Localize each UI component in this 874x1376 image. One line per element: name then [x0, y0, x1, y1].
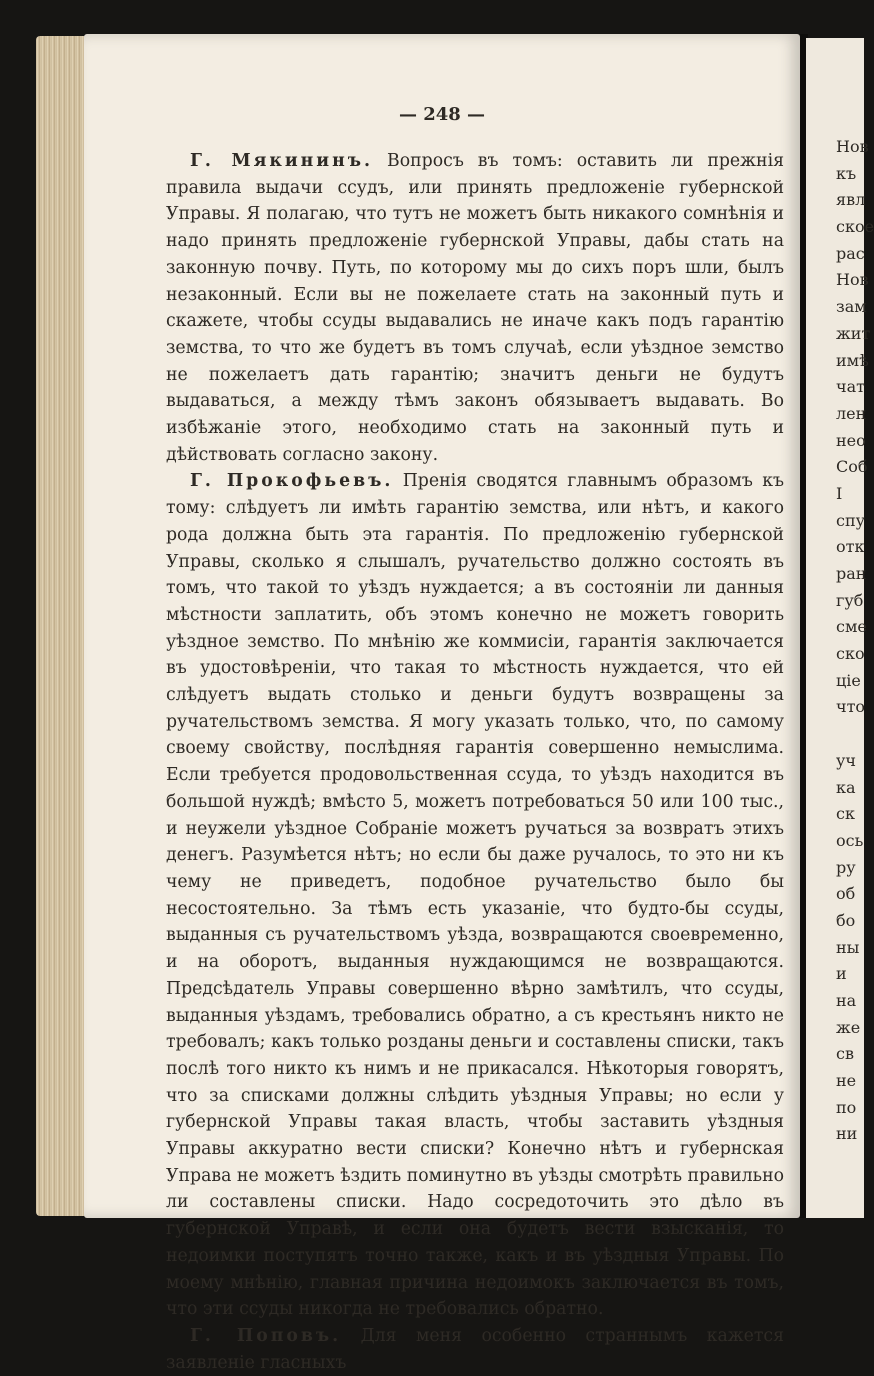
next-page-fragment: явл — [836, 190, 866, 210]
next-page-fragment: къ — [836, 163, 857, 183]
next-page-fragment: чат — [836, 377, 865, 397]
page-number: — 248 — — [398, 104, 486, 125]
next-page-fragment: ни — [836, 1124, 858, 1144]
next-page-fragment: ру — [836, 857, 856, 877]
paragraph-text: Пренія сводятся главнымъ образомъ къ тому: слѣдуетъ ли имѣть гарантію земства, или нѣтъ, и какого рода должна быть эта гарантія. По предложенію губернской Управы, сколько я слышалъ, ручательство должно состоять въ томъ, что такой то уѣздъ нуждается; а въ состояніи ли данныя мѣстности заплатить, объ этомъ конечно не можетъ говорить уѣздное земство. По мнѣнію же коммисіи, гарантія заключается въ удостовѣреніи, что такая то мѣстность нуждается, что ей слѣдуетъ выдать столько и деньги будутъ возвращены за ручательствомъ земства. Я могу указать только, что, по самому своему свойству, послѣдняя гарантія совершенно немыслима. Если требуется продовольственная ссуда, то уѣздъ находится въ большой нуждѣ; вмѣсто 5, можетъ потребоваться 50 или 100 тыс., и неужели уѣздное Собраніе можетъ ручаться за возвратъ этихъ денегъ. Разумѣется нѣтъ; но если бы даже ручалось, то это ни къ чему не приведетъ, подобное ручательство было бы несостоятельно. За тѣмъ есть указаніе, что будто-бы ссуды, выданныя съ ручательствомъ уѣзда, возвращаются своевременно, и на оборотъ, выданныя нуждающимся не возвращаются. Предсѣдатель Управы совершенно вѣрно замѣтилъ, что ссуды, выданныя уѣздамъ, требовались обратно, а съ крестьянъ никто не требовалъ; какъ только розданы деньги и составлены списки, такъ послѣ того никто къ нимъ и не прикасался. Нѣкоторыя говорятъ, что за списками должны слѣдить уѣздныя Управы; но если у губернской Управы такая власть, чтобы заставить уѣздныя Управы аккуратно вести списки? Конечно нѣтъ и губернская Управа не можетъ ѣздить поминутно въ уѣзды смотрѣть правильно ли составлены списки. Надо сосредоточить это дѣло въ губернской Управѣ, и если она будетъ вести взысканія, то недоимки поступятъ точно также, какъ и въ уѣздныя Управы. По моему мнѣнію, главная причина недоимокъ заключается въ томъ, что эти ссуды никогда не требовались обратно. — [166, 471, 784, 1320]
next-page-fragment: по — [836, 1097, 857, 1117]
next-page-fragment: и — [836, 964, 847, 984]
next-page-fragments — [836, 134, 874, 1148]
next-page-fragment: ран — [836, 564, 867, 583]
next-page-fragment: св — [836, 1044, 854, 1064]
next-page-fragment: имѣ — [836, 350, 869, 370]
next-page-fragment: ско — [836, 644, 865, 664]
next-page-fragment: рас — [836, 243, 865, 263]
next-page-fragment: Соб — [836, 457, 868, 477]
next-page-fragment: ціе — [836, 670, 861, 690]
next-page-fragment: лен — [836, 403, 867, 423]
paragraph — [166, 1323, 784, 1376]
paragraph-text: Для меня особенно страннымъ кажется заявленіе гласныхъ — [166, 1325, 785, 1373]
next-page-fragment: ось — [836, 830, 864, 850]
next-page-fragment: на — [836, 991, 857, 1010]
next-page-fragment: сме — [836, 617, 867, 637]
paragraph — [166, 468, 784, 1323]
paragraph — [166, 148, 784, 468]
next-page-fragment: Нов — [836, 137, 869, 156]
next-page-fragment: об — [836, 884, 856, 904]
next-page-fragment: губ — [836, 590, 864, 610]
next-page-fragment: отк — [836, 537, 865, 557]
next-page-fragment: что — [836, 697, 866, 717]
speaker-name: Г. Прокофьевъ. — [190, 471, 394, 492]
next-page-fragment: спу — [836, 510, 866, 530]
next-page-fragment: жит — [836, 323, 871, 343]
paragraph-text: Вопросъ въ томъ: оставить ли прежнія правила выдачи ссудъ, или принять предложеніе губернской Управы. Я полагаю, что тутъ не можетъ быть никакого сомнѣнія и надо принять предложеніе губернской Управы, дабы стать на законную почву. Путь, по которому мы до сихъ поръ шли, былъ незаконный. Если вы не пожелаете стать на законный путь и скажете, чтобы ссуды выдавались не иначе какъ подъ гарантію земства, то что же будетъ въ томъ случаѣ, если уѣздное земство не пожелаетъ дать гарантію; значитъ деньги не будутъ выдаваться, а между тѣмъ законъ обязываетъ выдавать. Во избѣжаніе этого, необходимо стать на законный путь и дѣйствовать согласно закону. — [166, 151, 784, 465]
next-page-fragment: ское — [836, 217, 874, 237]
speaker-name: Г. Поповъ. — [190, 1325, 342, 1346]
speaker-name: Г. Мякининъ. — [190, 151, 374, 171]
next-page-fragment: ка — [836, 777, 856, 797]
next-page-fragment — [836, 721, 874, 748]
next-page-fragment: зам — [836, 297, 867, 317]
next-page-fragment: ны — [836, 937, 860, 957]
next-page-fragment: I — [836, 483, 843, 503]
next-page-fragment: не — [836, 1071, 857, 1091]
next-page-edge — [806, 38, 874, 1218]
book-page — [84, 34, 800, 1373]
next-page-fragment: ск — [836, 804, 855, 824]
next-page-fragment: же — [836, 1017, 861, 1037]
page-body — [166, 148, 784, 1376]
next-page-fragment: Нов — [836, 270, 869, 290]
next-page-fragment: бо — [836, 910, 856, 930]
next-page-fragment: уч — [836, 750, 856, 770]
next-page-fragment: нео — [836, 430, 866, 450]
